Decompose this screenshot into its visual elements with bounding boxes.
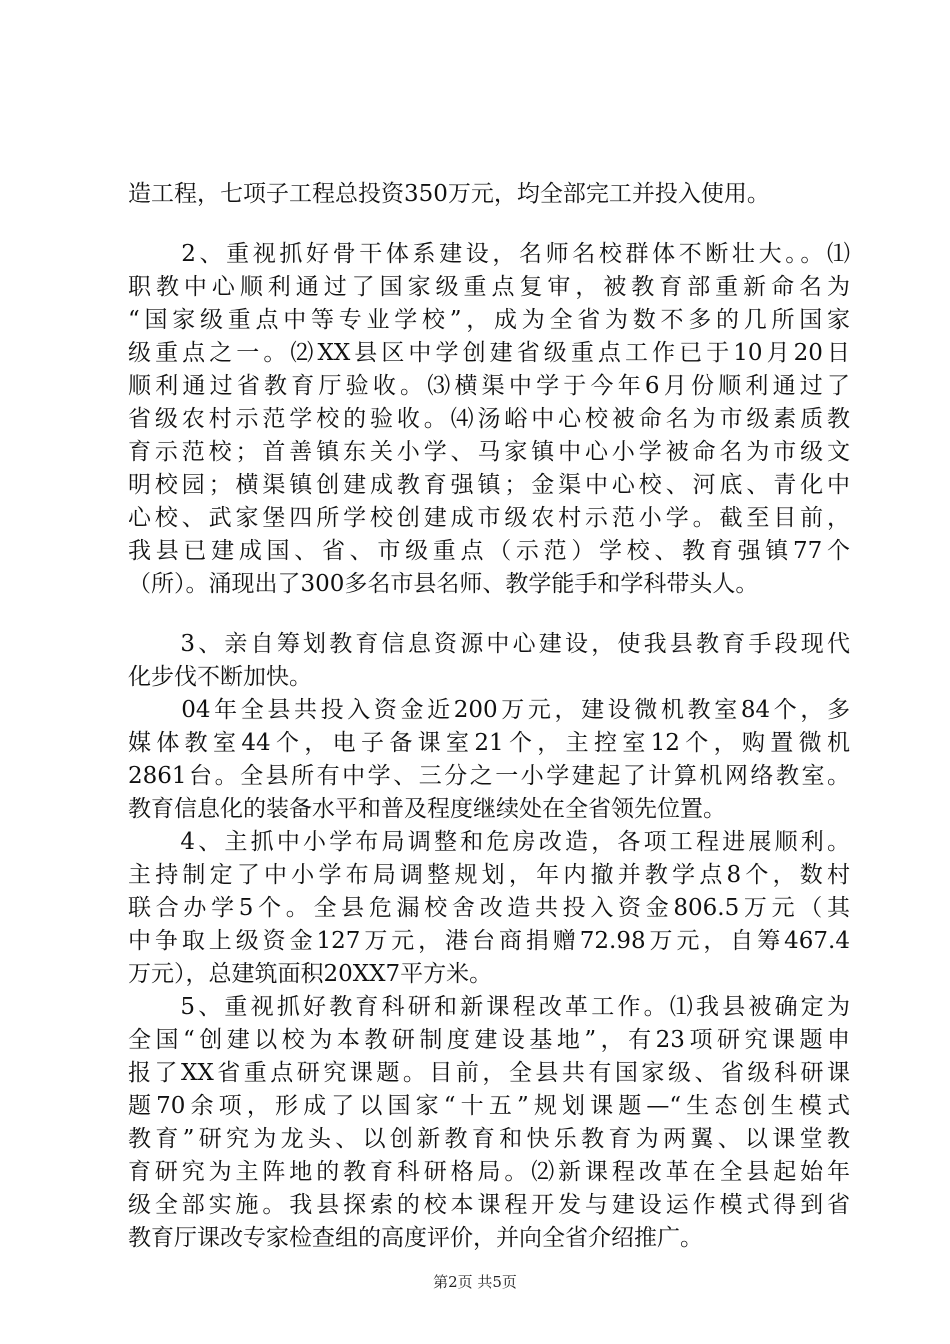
paragraph-line: （所）。涌现出了300多名市县名师、教学能手和学科带头人。 <box>128 571 759 597</box>
paragraph-line: 题70余项，形成了以国家“十五”规划课题—“生态创生模式 <box>128 1093 850 1119</box>
paragraph-line: 媒体教室44个，电子备课室21个，主控室12个，购置微机 <box>128 730 850 756</box>
paragraph-line: 4、主抓中小学布局调整和危房改造，各项工程进展顺利。 <box>128 829 850 855</box>
paragraph-line: 心校、武家堡四所学校创建成市级农村示范小学。截至目前， <box>128 505 850 531</box>
paragraph-line: 2、重视抓好骨干体系建设，名师名校群体不断壮大。。⑴ <box>128 241 850 267</box>
paragraph-line: 我县已建成国、省、市级重点（示范）学校、教育强镇77个 <box>128 538 850 564</box>
paragraph-line: 明校园；横渠镇创建成教育强镇；金渠中心校、河底、青化中 <box>128 472 850 498</box>
paragraph-line: 联合办学5个。全县危漏校舍改造共投入资金806.5万元（其 <box>128 895 850 921</box>
paragraph-line: 全国“创建以校为本教研制度建设基地”，有23项研究课题申 <box>128 1027 850 1053</box>
paragraph-line: 主持制定了中小学布局调整规划，年内撤并教学点8个，数村 <box>128 862 850 888</box>
paragraph-line: 04年全县共投入资金近200万元，建设微机教室84个，多 <box>128 697 850 723</box>
paragraph-line: 3、亲自筹划教育信息资源中心建设，使我县教育手段现代 <box>128 631 850 657</box>
paragraph-line: 级全部实施。我县探索的校本课程开发与建设运作模式得到省 <box>128 1192 850 1218</box>
paragraph-line: 教育厅课改专家检查组的高度评价，并向全省介绍推广。 <box>128 1225 703 1251</box>
paragraph-line: 万元），总建筑面积20XX7平方米。 <box>128 961 493 987</box>
paragraph-line: 育研究为主阵地的教育科研格局。⑵新课程改革在全县起始年 <box>128 1159 850 1185</box>
paragraph-line: 顺利通过省教育厅验收。⑶横渠中学于今年6月份顺利通过了 <box>128 373 850 399</box>
paragraph-line: 化步伐不断加快。 <box>128 664 312 690</box>
paragraph-line: 省级农村示范学校的验收。⑷汤峪中心校被命名为市级素质教 <box>128 406 850 432</box>
paragraph-line: 职教中心顺利通过了国家级重点复审，被教育部重新命名为 <box>128 274 850 300</box>
paragraph-line: 育示范校；首善镇东关小学、马家镇中心小学被命名为市级文 <box>128 439 850 465</box>
page-number-footer: 第2页 共5页 <box>433 1273 517 1291</box>
paragraph-line: “国家级重点中等专业学校”，成为全省为数不多的几所国家 <box>128 307 850 333</box>
paragraph-line: 教育信息化的装备水平和普及程度继续处在全省领先位置。 <box>128 796 726 822</box>
paragraph-line: 级重点之一。⑵XX县区中学创建省级重点工作已于10月20日 <box>128 340 850 366</box>
paragraph-line: 中争取上级资金127万元，港台商捐赠72.98万元，自筹467.4 <box>128 928 850 954</box>
paragraph-line: 报了XX省重点研究课题。目前，全县共有国家级、省级科研课 <box>128 1060 850 1086</box>
paragraph-line: 2861台。全县所有中学、三分之一小学建起了计算机网络教室。 <box>128 763 850 789</box>
paragraph-line: 5、重视抓好教育科研和新课程改革工作。⑴我县被确定为 <box>128 994 850 1020</box>
paragraph-line: 造工程，七项子工程总投资350万元，均全部完工并投入使用。 <box>128 181 770 207</box>
paragraph-line: 教育”研究为龙头、以创新教育和快乐教育为两翼、以课堂教 <box>128 1126 850 1152</box>
